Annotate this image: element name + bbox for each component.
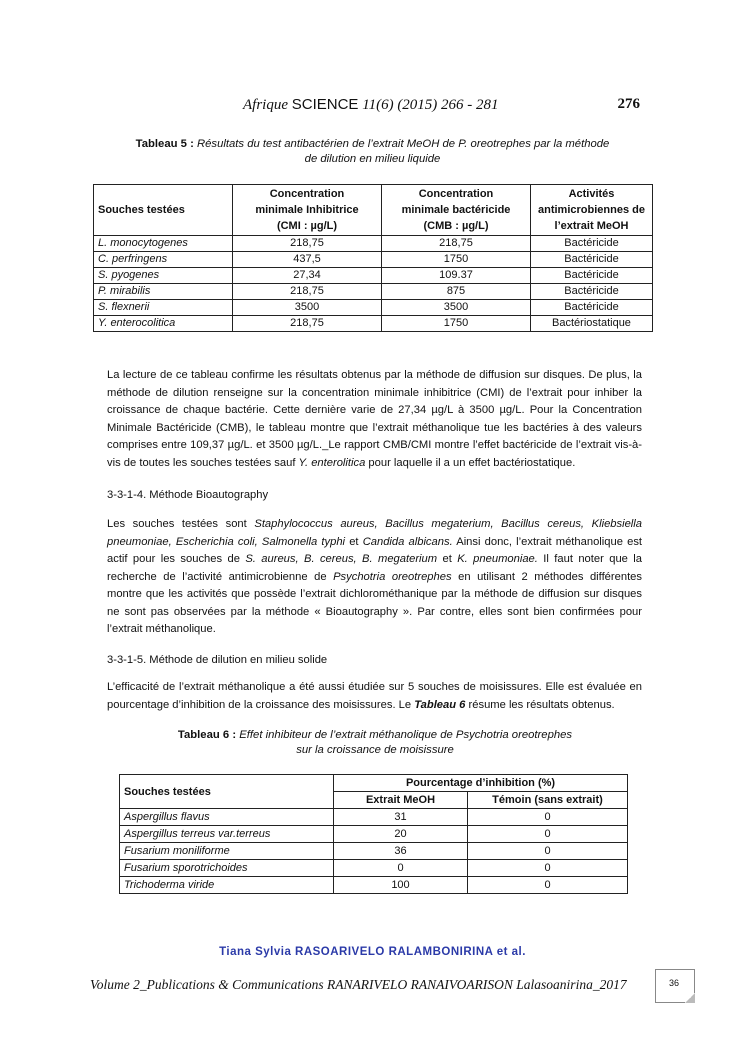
table6-cell-extract: 31 <box>334 809 468 826</box>
table6-cell-extract: 20 <box>334 826 468 843</box>
table-row <box>120 809 628 826</box>
table-row <box>94 268 653 284</box>
table5-cell-cmi: 218,75 <box>233 236 382 252</box>
table6-cell-strain: Trichoderma viride <box>120 877 334 894</box>
table5-cell-activity: Bactéricide <box>531 300 653 316</box>
table6-cell-strain: Aspergillus flavus <box>120 809 334 826</box>
table5-cell-activity: Bactéricide <box>531 284 653 300</box>
table5-header-row <box>94 185 653 236</box>
section-heading-bioautography: 3-3-1-4. Méthode Bioautography <box>107 489 269 501</box>
section-heading-solid-dilution: 3-3-1-5. Méthode de dilution en milieu solide <box>107 654 328 666</box>
table6-cell-strain: Aspergillus terreus var.terreus <box>120 826 334 843</box>
table5-header-strain: Souches testées <box>94 185 233 236</box>
table6-header-row <box>120 775 628 792</box>
table-row <box>94 316 653 332</box>
table6-reference: Tableau 6 <box>414 698 466 711</box>
table6-cell-control: 0 <box>468 860 628 877</box>
page-header <box>105 96 640 116</box>
table5-cell-cmi: 218,75 <box>233 316 382 332</box>
table5-cell-strain: S. pyogenes <box>94 268 233 284</box>
page-corner-badge <box>655 969 695 1003</box>
table6-cell-extract: 36 <box>334 843 468 860</box>
paragraph-bioautography: Les souches testées sont Staphylococcus aureus, Bacillus megaterium, Bacillus cereus, Kliebsiella pneumoniae, Escherichia coli, Salmonella typhi et Candida albicans. Ainsi donc, l’extrait méthanolique est actif pour les souches de S. aureus, B. cereus, B. megaterium et K. pneumoniae. Il faut noter que la recherche de l’activité antimicrobienne de Psychotria oreotrephes en utilisant 2 méthodes différentes montre que les activités que possède l’extrait dichlorométhanique par la méthode de diffusion sur disques ne sont pas observées par la méthode « Bioautography ». Par contre, elles sont bien confirmées pour l’extrait méthanolique. <box>107 518 643 635</box>
table6-header-control: Témoin (sans extrait) <box>468 792 628 809</box>
table6-cell-extract: 0 <box>334 860 468 877</box>
paragraph-table5-discussion: La lecture de ce tableau confirme les résultats obtenus par la méthode de diffusion sur disques. De plus, la méthode de dilution renseigne sur la concentration minimale inhibitrice (CMI) de l’extrait pour inhiber la croissance de chaque bactérie. Cette dernière varie de 27,34 µg/L à 3500 µg/L. Pour la Concentration Minimale Bactéricide (CMB), le tableau montre que l’extrait méthanolique tue les bactéries à des valeurs comprises entre 109,37 µg/L. et 3500 µg/L._Le rapport CMB/CMI montre l’effet bactéricide de l’extrait vis-à-vis de toutes les souches testées sauf Y. enterolitica pour laquelle il a un effet bactériostatique. <box>107 369 642 469</box>
table5-caption-text: Résultats du test antibactérien de l’extrait MeOH de P. oreotrephes par la méthode <box>196 138 610 150</box>
table5-cell-activity: Bactéricide <box>531 268 653 284</box>
table5-caption-text2: de dilution en milieu liquide <box>304 153 441 165</box>
table-row <box>94 284 653 300</box>
table5-header-activity: Activités antimicrobiennes de l’extrait MeOH <box>531 185 653 236</box>
corner-page-number: 36 <box>669 978 680 988</box>
table5-cell-activity: Bactéricide <box>531 252 653 268</box>
journal-ref: 11(6) (2015) 266 - 281 <box>362 97 499 113</box>
table5-cell-activity: Bactéricide <box>531 236 653 252</box>
table-row <box>94 236 653 252</box>
table6-caption-text: Effet inhibiteur de l’extrait méthanolique de Psychotria oreotrephes <box>239 729 573 741</box>
footer-volume-note: Volume 2_Publications & Communications RANARIVELO RANAIVOARISON Lalasoanirina_2017 <box>90 977 627 992</box>
table6 <box>119 774 628 894</box>
table5-cell-cmi: 437,5 <box>233 252 382 268</box>
journal-italic: Afrique <box>243 97 288 113</box>
table5-caption-label: Tableau 5 : <box>135 138 194 150</box>
authors-line: Tiana Sylvia RASOARIVELO RALAMBONIRINA et al. <box>219 946 526 958</box>
table5-cell-strain: P. mirabilis <box>94 284 233 300</box>
table5-cell-strain: C. perfringens <box>94 252 233 268</box>
page-fold-icon <box>685 993 695 1003</box>
page-number: 276 <box>617 96 640 112</box>
table-row <box>120 843 628 860</box>
table5-cell-cmb: 218,75 <box>382 236 531 252</box>
table5-cell-cmi: 27,34 <box>233 268 382 284</box>
table5-cell-cmb: 875 <box>382 284 531 300</box>
table6-cell-control: 0 <box>468 809 628 826</box>
table-row <box>94 252 653 268</box>
table5-cell-cmb: 1750 <box>382 316 531 332</box>
table6-cell-control: 0 <box>468 877 628 894</box>
journal-name: SCIENCE <box>291 96 359 113</box>
table5 <box>93 184 653 332</box>
species-name: Y. enterolitica <box>298 456 366 469</box>
table-row <box>120 877 628 894</box>
table6-caption <box>145 728 605 758</box>
table6-header-strain: Souches testées <box>120 775 334 809</box>
table5-cell-strain: Y. enterocolitica <box>94 316 233 332</box>
table-row <box>120 860 628 877</box>
table6-cell-control: 0 <box>468 826 628 843</box>
table5-cell-activity: Bactériostatique <box>531 316 653 332</box>
table6-cell-control: 0 <box>468 843 628 860</box>
table6-caption-text2: sur la croissance de moisissure <box>296 744 454 756</box>
table5-cell-cmi: 218,75 <box>233 284 382 300</box>
table6-cell-extract: 100 <box>334 877 468 894</box>
table5-cell-cmb: 1750 <box>382 252 531 268</box>
table5-cell-cmb: 109.37 <box>382 268 531 284</box>
table-row <box>94 300 653 316</box>
table5-cell-strain: L. monocytogenes <box>94 236 233 252</box>
table5-header-cmb: Concentration minimale bactéricide (CMB : µg/L) <box>382 185 531 236</box>
table5-cell-strain: S. flexnerii <box>94 300 233 316</box>
paragraph-solid-dilution: L’efficacité de l’extrait méthanolique a été aussi étudiée sur 5 souches de moisissures. Elle est évaluée en pourcentage d’inhibition de la croissance des moisissures. Le Tableau 6 résume les résultats obtenus. <box>107 681 642 711</box>
table-row <box>120 826 628 843</box>
table6-header-group: Pourcentage d’inhibition (%) <box>334 775 628 792</box>
table6-cell-strain: Fusarium moniliforme <box>120 843 334 860</box>
table6-caption-label: Tableau 6 : <box>177 729 237 741</box>
table5-cell-cmi: 3500 <box>233 300 382 316</box>
journal-reference <box>243 96 499 114</box>
table5-cell-cmb: 3500 <box>382 300 531 316</box>
table6-header-extract: Extrait MeOH <box>334 792 468 809</box>
table5-header-cmi: Concentration minimale Inhibitrice (CMI : µg/L) <box>233 185 382 236</box>
table5-caption <box>105 137 640 167</box>
table6-cell-strain: Fusarium sporotrichoides <box>120 860 334 877</box>
